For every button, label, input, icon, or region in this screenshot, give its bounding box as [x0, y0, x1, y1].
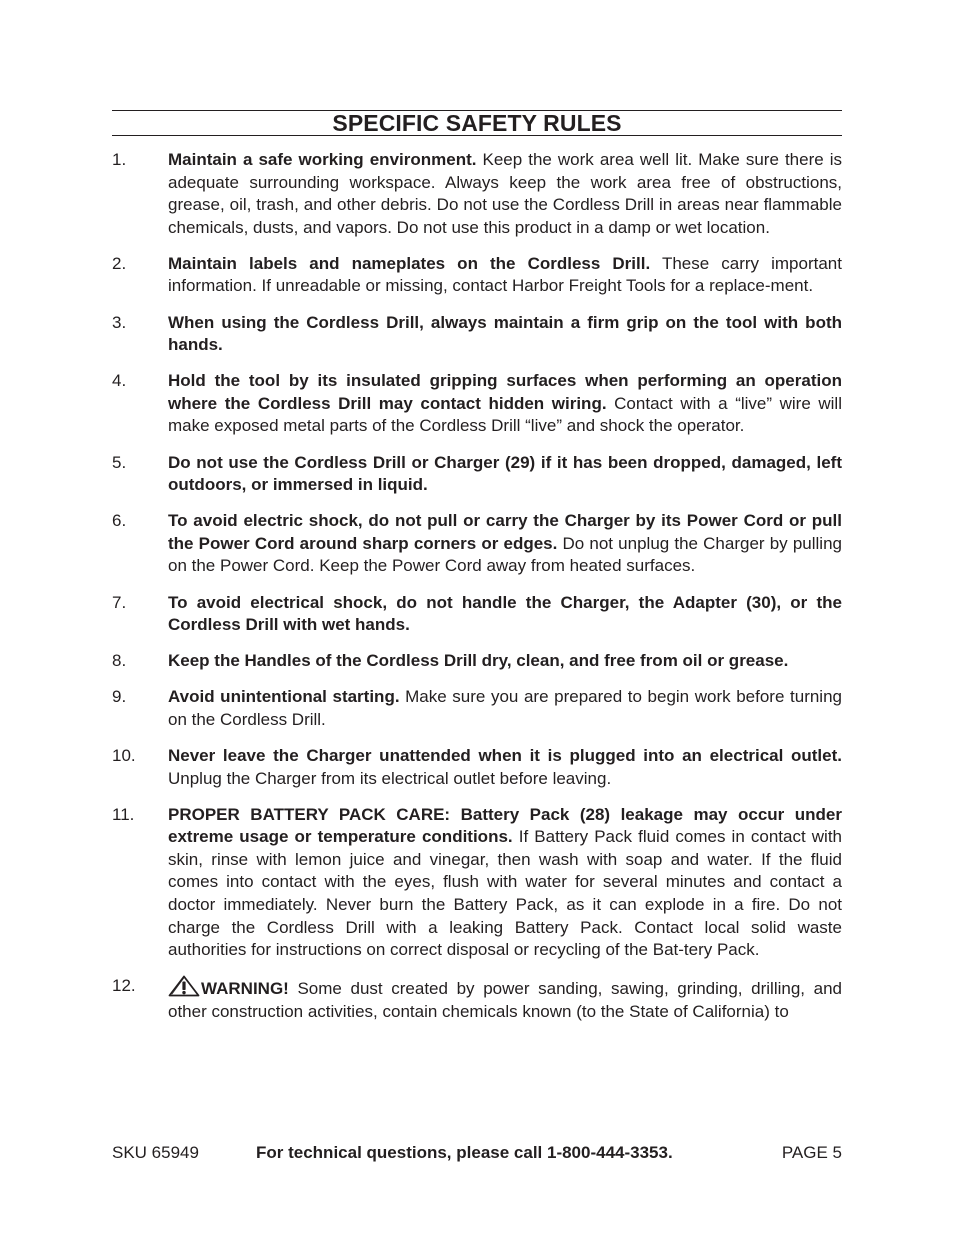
title-rule-box [112, 110, 842, 136]
rule-number: 5. [112, 452, 127, 472]
rule-body [168, 593, 842, 635]
rule-body [168, 979, 842, 1021]
rule-item [112, 650, 842, 673]
rule-item [112, 452, 842, 497]
rule-text: Unplug the Charger from its electrical outlet before leaving. [168, 768, 612, 788]
rule-heading: To avoid electric shock, do not pull or carry the Charger by its Power Cord or pull the Power Cord around sharp corners or edges. [168, 511, 842, 553]
rule-text: Make sure you are prepared to begin work before turning on the Cordless Drill. [168, 687, 842, 729]
rule-number: 3. [112, 312, 127, 332]
rule-heading: Avoid unintentional starting. [168, 687, 400, 707]
footer-contact: For technical questions, please call 1-800-444-3353. [256, 1143, 673, 1162]
rule-number: 11. [112, 804, 135, 824]
rule-item [112, 253, 842, 298]
rule-heading: Hold the tool by its insulated gripping surfaces when performing an operation where the Cordless Drill may contact hidden wiring. [168, 371, 842, 413]
rule-body [168, 313, 842, 355]
rule-item [112, 370, 842, 438]
rule-heading: Maintain a safe working environment. [168, 150, 477, 169]
rule-item [112, 149, 842, 239]
rule-text: Contact with a “live” wire will make exposed metal parts of the Cordless Drill “live” and shock the operator. [168, 393, 842, 436]
page-footer [112, 1141, 842, 1165]
rule-heading: To avoid electrical shock, do not handle the Charger, the Adapter (30), or the Cordless Drill with wet hands. [168, 592, 842, 635]
rule-item [112, 312, 842, 357]
rule-number: 12. [112, 976, 136, 996]
rule-number: 6. [112, 511, 127, 531]
rule-body [168, 746, 842, 788]
footer-sku: SKU 65949 [112, 1143, 199, 1162]
rule-heading: Never leave the Charger unattended when it is plugged into an electrical outlet. [168, 745, 842, 765]
footer-page-number: PAGE 5 [781, 1143, 842, 1162]
page-title: SPECIFIC SAFETY RULES [332, 110, 622, 136]
rule-body [168, 651, 788, 670]
rule-text: If Battery Pack fluid comes in contact with skin, rinse with lemon juice and vinegar, then wash with soap and water. If the fluid comes into contact with the eyes, flush with water for several minutes and contact a doctor immediately. Never burn the Battery Pack, as it can explode in a fire. Do not charge the Cordless Drill with a leaking Battery Pack. Contact local solid waste authorities for instructions on correct disposal or recycling of the Bat-tery Pack. [168, 827, 842, 960]
safety-rules-list [112, 149, 842, 1037]
rule-heading: When using the Cordless Drill, always maintain a firm grip on the tool with both hands. [168, 312, 842, 355]
rule-item [112, 686, 842, 731]
rule-heading: Maintain labels and nameplates on the Cordless Drill. [168, 253, 651, 273]
rule-text: These carry important information. If unreadable or missing, contact Harbor Freight Tools for a replace-ment. [168, 253, 842, 296]
rule-item [112, 745, 842, 790]
rule-body [168, 805, 842, 960]
rule-body [168, 453, 842, 495]
warning-triangle-icon [168, 975, 200, 997]
rule-body [168, 254, 842, 296]
rule-number: 8. [112, 651, 127, 671]
rule-heading: WARNING! [201, 979, 289, 999]
rule-item [112, 510, 842, 578]
rule-number: 1. [112, 150, 127, 169]
rule-body [168, 150, 842, 237]
rule-body [168, 687, 842, 729]
rule-number: 4. [112, 371, 127, 391]
rule-item [112, 592, 842, 637]
rule-body [168, 511, 842, 575]
rule-body [168, 371, 842, 435]
rule-number: 2. [112, 253, 127, 273]
rule-item [112, 975, 842, 1023]
rule-heading: Keep the Handles of the Cordless Drill dry, clean, and free from oil or grease. [168, 651, 789, 671]
rule-number: 7. [112, 592, 127, 612]
rule-heading: PROPER BATTERY PACK CARE: Battery Pack (28) leakage may occur under extreme usage or temperature conditions. [168, 804, 842, 847]
rule-text: Keep the work area well lit. Make sure there is adequate surrounding workspace. Always keep the work area free of obstructions, grease, oil, trash, and other debris. Do not use the Cordless Drill in areas near flammable chemicals, dusts, and vapors. Do not use this product in a damp or wet location. [168, 150, 842, 237]
rule-number: 10. [112, 745, 136, 765]
rule-text: Do not unplug the Charger by pulling on the Power Cord. Keep the Power Cord away from heated surfaces. [168, 533, 842, 576]
rule-number: 9. [112, 687, 127, 707]
rule-text: Some dust created by power sanding, sawing, grinding, drilling, and other construction activities, contain chemicals known (to the State of California) to [168, 979, 842, 1021]
rule-heading: Do not use the Cordless Drill or Charger (29) if it has been dropped, damaged, left outdoors, or immersed in liquid. [168, 452, 842, 495]
rule-item [112, 804, 842, 962]
